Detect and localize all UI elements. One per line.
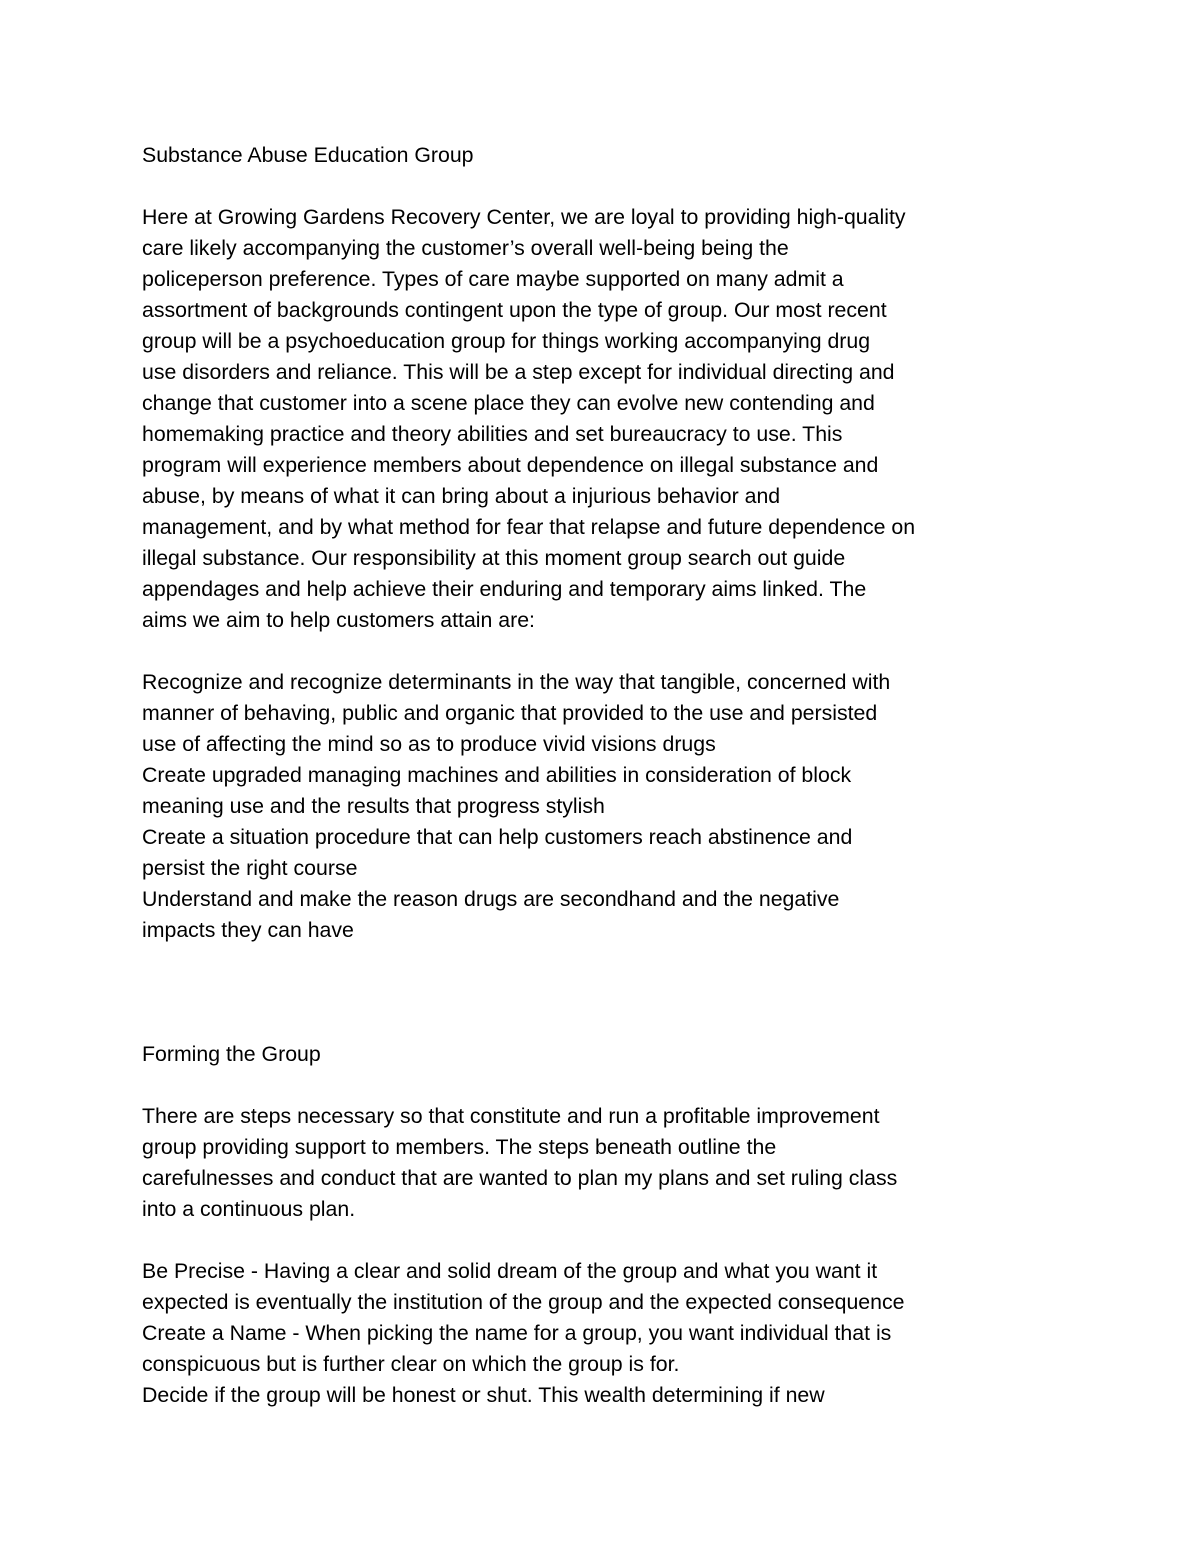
text-line: homemaking practice and theory abilities and set bureaucracy to use. This: [142, 422, 843, 446]
text-line: use of affecting the mind so as to produce vivid visions drugs: [142, 732, 716, 756]
text-line: appendages and help achieve their enduring and temporary aims linked. The: [142, 577, 867, 601]
text-line: aims we aim to help customers attain are:: [142, 608, 535, 632]
text-line: group providing support to members. The steps beneath outline the: [142, 1135, 777, 1159]
text-line: into a continuous plan.: [142, 1197, 356, 1221]
text-line: meaning use and the results that progress stylish: [142, 794, 605, 818]
text-line: illegal substance. Our responsibility at this moment group search out guide: [142, 546, 846, 570]
aims-list: [142, 667, 1082, 946]
steps-list: [142, 1256, 1082, 1411]
text-line: Create upgraded managing machines and abilities in consideration of block: [142, 763, 852, 787]
intro-paragraph: [142, 202, 1082, 636]
document-body: [142, 140, 1082, 1411]
text-line: management, and by what method for fear that relapse and future dependence on: [142, 515, 916, 539]
section-title-forming-group: Forming the Group: [142, 1042, 321, 1066]
text-line: expected is eventually the institution of the group and the expected consequence: [142, 1290, 905, 1314]
section-title-substance-abuse: Substance Abuse Education Group: [142, 143, 474, 167]
text-line: Here at Growing Gardens Recovery Center, we are loyal to providing high-quality: [142, 205, 906, 229]
text-line: Be Precise - Having a clear and solid dream of the group and what you want it: [142, 1259, 878, 1283]
text-line: impacts they can have: [142, 918, 354, 942]
text-line: use disorders and reliance. This will be a step except for individual directing and: [142, 360, 895, 384]
text-line: Create a Name - When picking the name for a group, you want individual that is: [142, 1321, 892, 1345]
text-line: persist the right course: [142, 856, 358, 880]
text-line: Create a situation procedure that can help customers reach abstinence and: [142, 825, 853, 849]
text-line: abuse, by means of what it can bring about a injurious behavior and: [142, 484, 781, 508]
text-line: program will experience members about dependence on illegal substance and: [142, 453, 879, 477]
text-line: carefulnesses and conduct that are wanted to plan my plans and set ruling class: [142, 1166, 898, 1190]
text-line: Recognize and recognize determinants in the way that tangible, concerned with: [142, 670, 891, 694]
text-line: Decide if the group will be honest or shut. This wealth determining if new: [142, 1383, 825, 1407]
text-line: conspicuous but is further clear on which the group is for.: [142, 1352, 680, 1376]
text-line: group will be a psychoeducation group for things working accompanying drug: [142, 329, 871, 353]
forming-paragraph: [142, 1101, 1082, 1225]
text-line: assortment of backgrounds contingent upon the type of group. Our most recent: [142, 298, 887, 322]
text-line: manner of behaving, public and organic that provided to the use and persisted: [142, 701, 878, 725]
text-line: policeperson preference. Types of care maybe supported on many admit a: [142, 267, 844, 291]
text-line: care likely accompanying the customer’s overall well-being being the: [142, 236, 789, 260]
text-line: Understand and make the reason drugs are secondhand and the negative: [142, 887, 840, 911]
text-line: There are steps necessary so that constitute and run a profitable improvement: [142, 1104, 880, 1128]
text-line: change that customer into a scene place they can evolve new contending and: [142, 391, 875, 415]
